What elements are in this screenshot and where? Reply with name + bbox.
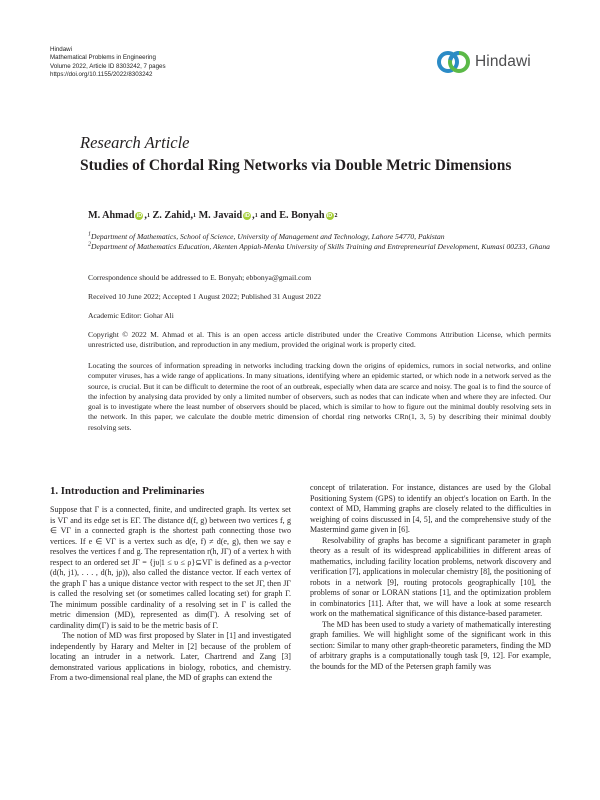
- author-name[interactable]: M. Ahmad: [88, 210, 135, 221]
- publisher-name: Hindawi: [50, 46, 73, 53]
- body-column-left: [50, 505, 291, 684]
- body-column-right: [310, 483, 551, 672]
- academic-editor: Academic Editor: Gohar Ali: [88, 311, 174, 320]
- article-title: Studies of Chordal Ring Networks via Double Metric Dimensions: [80, 157, 512, 174]
- affiliation-2: $^2$Department of Mathematics Education, Akenten Appiah-Menka University of Skills Training and Entrepreneurial Development, Kumasi 00233, Ghana: [88, 241, 550, 252]
- paragraph: concept of trilateration. For instance, distances are used by the Global Positioning System (GPS) to identify an object's location on Earth. In the context of MD, Hamming graphs are closely related to the difficulties in weighing of coins discussed in [4, 5], and the comprehensive study of the Mastermind game given in [6].: [310, 483, 551, 534]
- paragraph: Resolvability of graphs has become a significant parameter in graph theory as a result of its widespread applicabilities in different areas of mathematics, including facility location problems, network discovery and verification [7], applications in molecular chemistry [8], the positioning of robots in a network [9], routing protocols geographically [10], the problems of sonar or LORAN stations [1], and the optimization problem in combinatorics [11]. After that, we will have a look at some research work on the mathematical significance of this distance-based parameter.: [310, 535, 551, 618]
- journal-name: Mathematical Problems in Engineering: [50, 54, 156, 62]
- author-name[interactable]: and E. Bonyah: [260, 210, 325, 221]
- author-list: M. Ahmad iD , 1 Z. Zahid, 1 M. Javaid iD , 1 and E. Bonyah iD 2: [88, 210, 338, 221]
- abstract: Locating the sources of information spreading in networks including tracking down the origins of epidemics, rumors in social networks, and online computer viruses, has a wide range of applications. In many situations, identifying where an epidemic started, or which node in a network served as the source, is crucial. But it can be difficult to determine the root of an outbreak, especially when data are scarce and noisy. The goal is to find the source of the infection by analysing data provided by only a limited number of observers, such as nodes that can indicate when and where they are infected. Our goal is to investigate where the least number of observers should be placed, which is similar to how to figure out the minimal doubly resolving sets in the network. In this paper, we calculate the double metric dimension of chordal ring networks CRn(1, 3, 5) by describing their minimal doubly resolving sets.: [88, 361, 551, 432]
- doi-link[interactable]: https://doi.org/10.1155/2022/8303242: [50, 71, 153, 79]
- paragraph: The notion of MD was first proposed by Slater in [1] and investigated independently by Harary and Melter in [2] because of the problem of locating an intruder in a network. Later, Chartrend and Zang [3] demonstrated various applications in biology, robotics, and chemistry. From a two-dimensional real plane, the MD of graphs can extend the: [50, 631, 291, 682]
- paragraph: Suppose that Γ is a connected, finite, and undirected graph. Its vertex set is VΓ and its edge set is EΓ. The distance d(f, g) between two vertices f, g ∈ VΓ in a connected graph is the shortest path connecting those two vertices. If e ∈ VΓ is a vertex such as d(e, f) ≠ d(e, g), then we say e resolves the vertices f and g. The representation r(h, JΓ) of a vertex h with respect to an ordered set JΓ = {jυ|1 ≤ υ ≤ ρ}⊆VΓ is defined as a ρ-vector (d(h, j1), . . . , d(h, jρ)), also called the distance vector. If each vertex of the graph Γ has a unique distance vector with respect to the set JΓ, then JΓ is called the resolving set (or sometimes called locating set) for graph Γ. The minimum possible cardinality of a resolving set in Γ is called the metric dimension (MD), represented as dim(Γ). A resolving set of cardinality dim(Γ) is said to be the metric basis of Γ.: [50, 505, 291, 630]
- orcid-icon[interactable]: iD: [136, 212, 143, 219]
- section-heading: 1. Introduction and Preliminaries: [50, 485, 205, 497]
- article-type: Research Article: [80, 133, 190, 152]
- affiliation-1: $^1$Department of Mathematics, School of Science, University of Management and Technology, Lahore 54770, Pakistan: [88, 231, 445, 241]
- hindawi-logo: [437, 47, 531, 77]
- article-dates: Received 10 June 2022; Accepted 1 August 2022; Published 31 August 2022: [88, 292, 322, 301]
- correspondence: Correspondence should be addressed to E. Bonyah; ebbonya@gmail.com: [88, 273, 312, 282]
- author-name[interactable]: Z. Zahid,: [152, 210, 194, 221]
- paragraph: The MD has been used to study a variety of mathematically interesting graph families. We will highlight some of the significant work in this section: Similar to many other graph-theoretic parameters, finding the MD of arbitrary graphs is a computationally tough task [9, 12]. For example, the bounds for the MD of the Petersen graph family was: [310, 619, 551, 671]
- author-name[interactable]: M. Javaid: [198, 210, 243, 221]
- orcid-icon[interactable]: iD: [326, 212, 333, 219]
- copyright-notice: Copyright © 2022 M. Ahmad et al. This is an open access article distributed under the Creative Commons Attribution License, which permits unrestricted use, distribution, and reproduction in any medium, provided the original work is properly cited.: [88, 330, 551, 350]
- orcid-icon[interactable]: iD: [244, 212, 250, 219]
- affiliations: [88, 232, 558, 253]
- logo-wordmark: Hindawi: [475, 53, 531, 70]
- hindawi-logo-icon: [437, 47, 471, 77]
- journal-header: [50, 46, 166, 80]
- volume-info: Volume 2022, Article ID 8303242, 7 pages: [50, 62, 166, 70]
